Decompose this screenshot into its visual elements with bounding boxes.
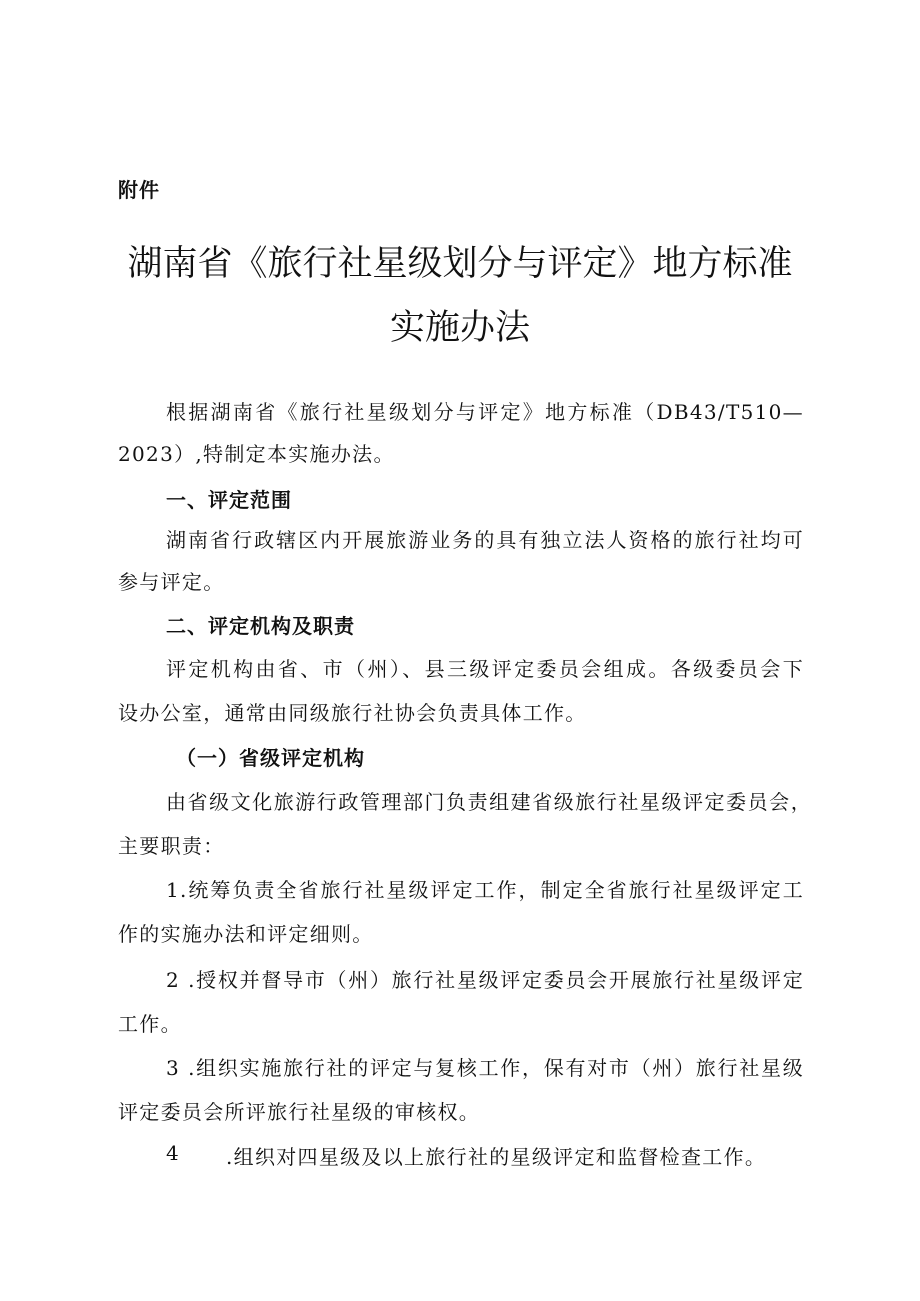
duty-item-2-line-1: 2 .授权并督导市（州）旅行社星级评定委员会开展旅行社星级评定 xyxy=(166,968,804,992)
intro-line-1: 根据湖南省《旅行社星级划分与评定》地方标准（DB43/T510— xyxy=(166,400,804,424)
section-scope-line-1: 湖南省行政辖区内开展旅游业务的具有独立法人资格的旅行社均可 xyxy=(166,528,804,552)
section-heading-institutions: 二、评定机构及职责 xyxy=(166,614,355,638)
section-scope-line-2: 参与评定。 xyxy=(118,570,225,594)
subsection-provincial-line-1: 由省级文化旅游行政管理部门负责组建省级旅行社星级评定委员会， xyxy=(166,790,812,814)
section-heading-scope: 一、评定范围 xyxy=(166,488,292,512)
document-title-line-1: 湖南省《旅行社星级划分与评定》地方标准 xyxy=(127,244,793,284)
section-institutions-line-1: 评定机构由省、市（州）、县三级评定委员会组成。各级委员会下 xyxy=(166,657,804,681)
duty-item-1-line-1: 1.统筹负责全省旅行社星级评定工作，制定全省旅行社星级评定工 xyxy=(166,878,804,902)
duty-item-3-line-2: 评定委员会所评旅行社星级的审核权。 xyxy=(118,1100,481,1124)
subsection-provincial-line-2: 主要职责： xyxy=(118,834,225,858)
duty-item-2-line-2: 工作。 xyxy=(118,1012,182,1036)
duty-item-1-line-2: 作的实施办法和评定细则。 xyxy=(118,922,374,946)
intro-line-2: 2023）,特制定本实施办法。 xyxy=(118,442,395,466)
duty-item-3-line-1: 3 .组织实施旅行社的评定与复核工作，保有对市（州）旅行社星级 xyxy=(166,1056,804,1080)
document-title-line-2: 实施办法 xyxy=(389,308,530,348)
duty-item-4-number: 4 xyxy=(166,1141,181,1165)
duty-item-4-text: .组织对四星级及以上旅行社的星级评定和监督检查工作。 xyxy=(226,1145,767,1169)
attachment-label: 附件 xyxy=(118,178,160,202)
section-institutions-line-2: 设办公室，通常由同级旅行社协会负责具体工作。 xyxy=(118,701,587,725)
subsection-heading-provincial: （一）省级评定机构 xyxy=(176,746,365,770)
